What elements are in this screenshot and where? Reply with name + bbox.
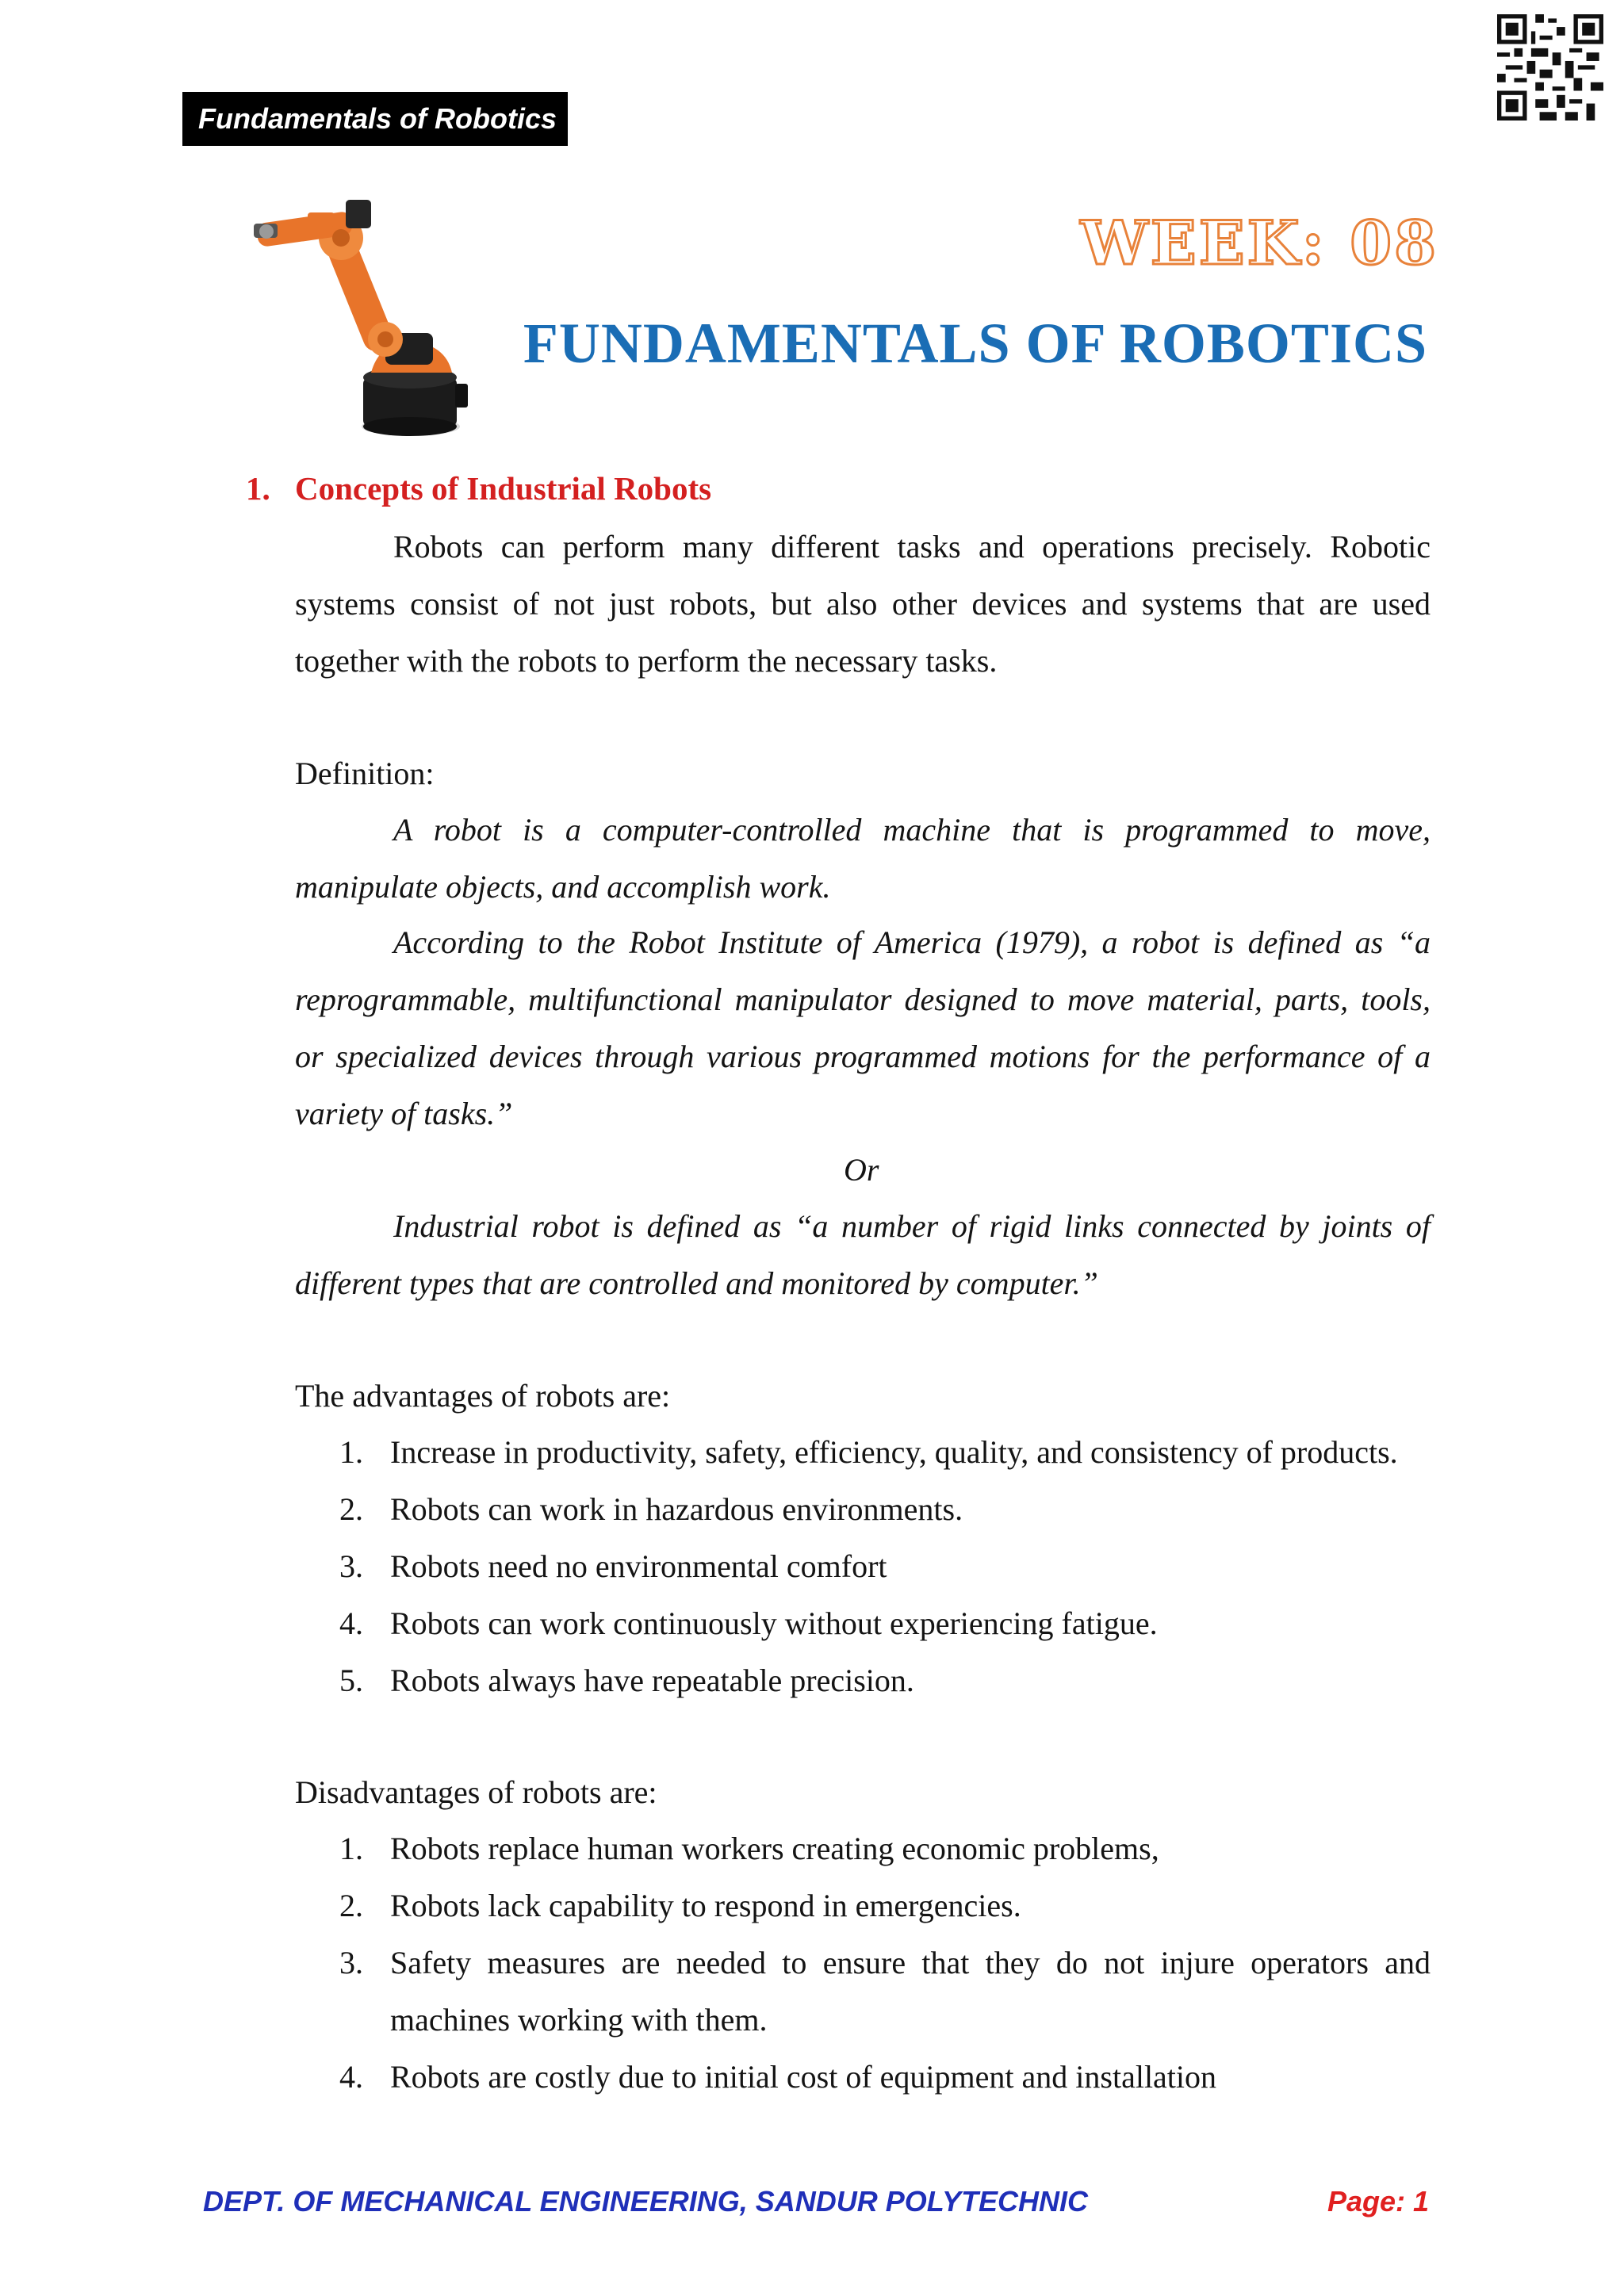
list-text: Robots can work continuously without experiencing fatigue. <box>390 1605 1158 1641</box>
definition-line: reprogrammable, multifunctional manipulator designed to move material, parts, tools, <box>295 982 1431 1017</box>
list-item <box>295 1820 1431 1877</box>
list-item <box>295 1424 1431 1481</box>
list-item <box>295 1652 1431 1709</box>
advantages-label: The advantages of robots are: <box>295 1378 671 1414</box>
footer-department: DEPT. OF MECHANICAL ENGINEERING, SANDUR POLYTECHNIC <box>203 2185 1089 2218</box>
definition-line: manipulate objects, and accomplish work. <box>295 869 831 905</box>
list-number: 3. <box>339 1548 363 1584</box>
definition-2 <box>295 914 1431 1142</box>
intro-line: together with the robots to perform the necessary tasks. <box>295 643 998 679</box>
advantages-list <box>295 1424 1431 1709</box>
list-text: Safety measures are needed to ensure that they do not injure operators and machines working with them. <box>390 1945 1431 2038</box>
industrial-robot-arm-image <box>252 189 482 442</box>
week-label: WEEK: 08 <box>1080 208 1438 278</box>
definition-1 <box>295 802 1431 916</box>
intro-paragraph <box>295 519 1431 690</box>
list-item <box>295 1877 1431 1934</box>
definition-3 <box>295 1198 1431 1312</box>
section-number: 1. <box>246 470 270 507</box>
definition-line: A robot is a computer-controlled machine that is programmed to move, <box>393 812 1431 848</box>
page-number: Page: 1 <box>1327 2185 1429 2218</box>
list-text: Robots can work in hazardous environments. <box>390 1491 963 1527</box>
definition-label: Definition: <box>295 756 435 791</box>
list-number: 5. <box>339 1663 363 1698</box>
definition-line: According to the Robot Institute of America (1979), a robot is defined as “a <box>393 924 1431 960</box>
or-separator: Or <box>844 1152 879 1188</box>
list-number: 2. <box>339 1888 363 1923</box>
list-item <box>295 2049 1431 2106</box>
list-text: Robots replace human workers creating economic problems, <box>390 1831 1159 1866</box>
definition-line: different types that are controlled and monitored by computer.” <box>295 1265 1098 1301</box>
list-item <box>295 1595 1431 1652</box>
definition-line: Industrial robot is defined as “a number of rigid links connected by joints of <box>393 1208 1431 1244</box>
section-heading <box>246 469 711 507</box>
list-item <box>295 1934 1431 2049</box>
list-number: 3. <box>339 1945 363 1980</box>
list-number: 2. <box>339 1491 363 1527</box>
intro-line: systems consist of not just robots, but also other devices and systems that are used <box>295 586 1431 622</box>
list-text: Robots lack capability to respond in emergencies. <box>390 1888 1021 1923</box>
list-item <box>295 1538 1431 1595</box>
list-number: 1. <box>339 1831 363 1866</box>
section-title: Concepts of Industrial Robots <box>295 470 712 507</box>
list-text: Robots always have repeatable precision. <box>390 1663 914 1698</box>
qr-code-icon <box>1497 14 1603 121</box>
disadvantages-list <box>295 1820 1431 2106</box>
definition-line: or specialized devices through various programmed motions for the performance of a <box>295 1039 1431 1074</box>
list-item <box>295 1481 1431 1538</box>
intro-line: Robots can perform many different tasks and operations precisely. Robotic <box>393 529 1431 564</box>
list-number: 1. <box>339 1434 363 1470</box>
list-text: Robots need no environmental comfort <box>390 1548 887 1584</box>
list-number: 4. <box>339 2059 363 2095</box>
list-text: Robots are costly due to initial cost of equipment and installation <box>390 2059 1217 2095</box>
disadvantages-label: Disadvantages of robots are: <box>295 1774 657 1810</box>
page-title: FUNDAMENTALS OF ROBOTICS <box>523 312 1427 375</box>
course-tag: Fundamentals of Robotics <box>182 92 568 146</box>
list-number: 4. <box>339 1605 363 1641</box>
list-text: Increase in productivity, safety, efficiency, quality, and consistency of products. <box>390 1434 1398 1470</box>
definition-line: variety of tasks.” <box>295 1096 513 1131</box>
